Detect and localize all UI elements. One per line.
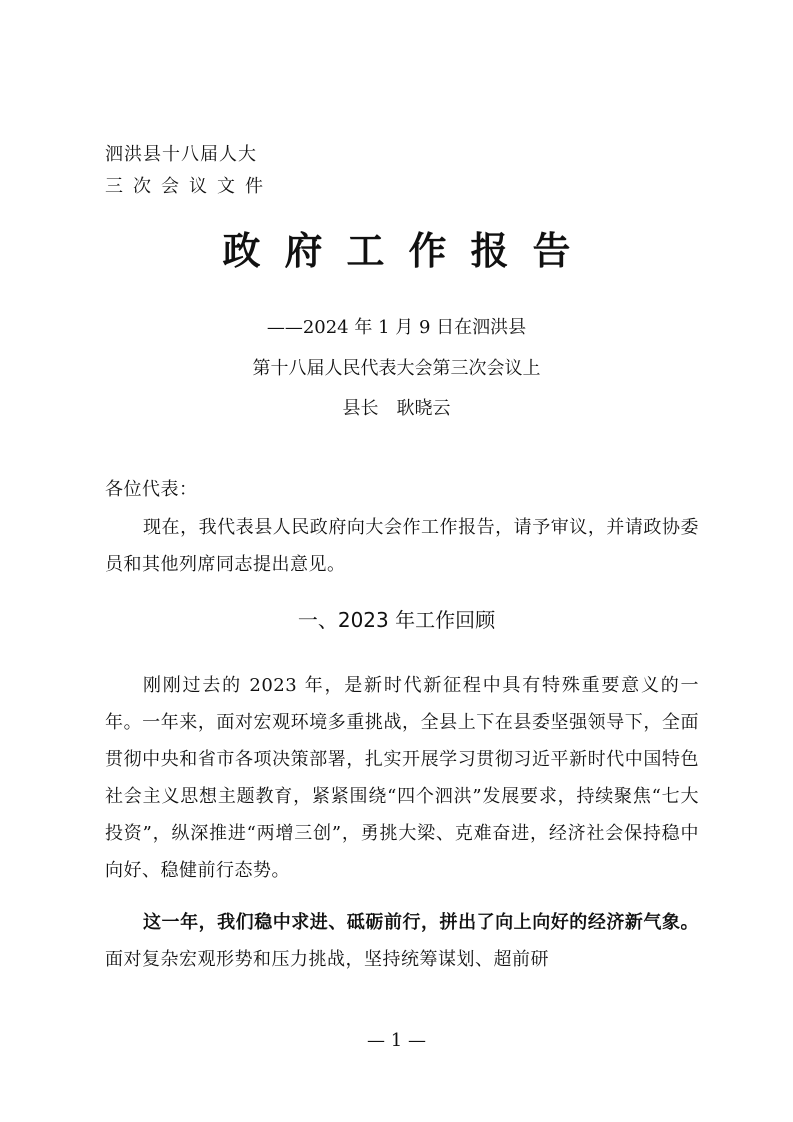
subtitle-date-line: ——2024 年 1 月 9 日在泗洪县 bbox=[266, 317, 527, 338]
salutation: 各位代表： bbox=[105, 479, 198, 500]
body-paragraph-1: 刚刚过去的 2023 年，是新时代新征程中具有特殊重要意义的一年。一年来，面对宏观环境多重挑战，全县上下在县委坚强领导下，全面贯彻中央和省市各项决策部署，扎实开展学习贯彻习近平新时代中国特色社会主义思想主题教育，紧紧围绕“四个泗洪”发展要求，持续聚焦“七大投资”，纵深推进“两增三创”，勇挑大梁、克难奋进，经济社会保持稳中向好、稳健前行态势。 bbox=[105, 675, 699, 881]
body-paragraph-2 bbox=[105, 904, 699, 978]
report-title: 政府工作报告 bbox=[222, 229, 595, 273]
speaker-name: 耿晓云 bbox=[396, 398, 451, 419]
paragraph-lead-bold: 这一年，我们稳中求进、砥砺前行，拼出了向上向好的经济新气象。 bbox=[143, 912, 699, 933]
section-heading: 一、2023 年工作回顾 bbox=[297, 608, 496, 632]
speaker-title: 县长 bbox=[342, 398, 379, 419]
paragraph-continuation: 面对复杂宏观形势和压力挑战，坚持统筹谋划、超前研 bbox=[105, 949, 549, 970]
subtitle-meeting-line: 第十八届人民代表大会第三次会议上 bbox=[252, 358, 541, 379]
page-number: — 1 — bbox=[367, 1030, 426, 1051]
document-header-line1: 泗洪县十八届人大 bbox=[105, 144, 257, 165]
document-header-line2: 三次会议文件 bbox=[105, 176, 273, 197]
speaker-line bbox=[0, 398, 793, 420]
intro-paragraph: 现在，我代表县人民政府向大会作工作报告，请予审议，并请政协委员和其他列席同志提出意见。 bbox=[105, 517, 699, 575]
